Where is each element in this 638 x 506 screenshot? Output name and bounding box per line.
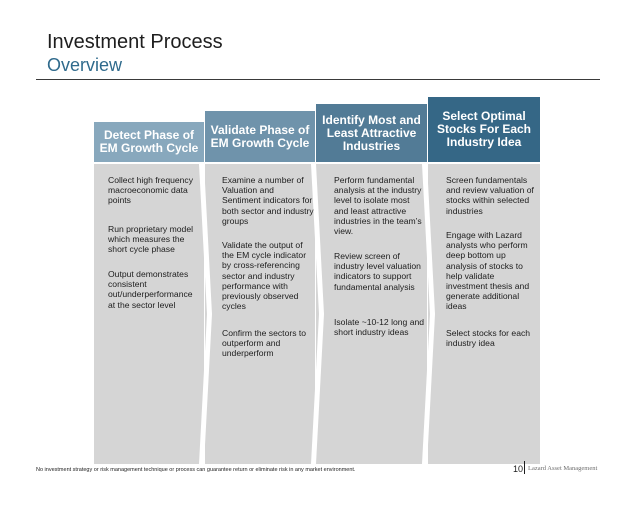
page-subtitle: Overview: [47, 55, 123, 75]
phase-header-identify: Identify Most and Least Attractive Industries: [316, 104, 427, 162]
phase-item: Collect high frequency macroeconomic data points: [108, 175, 194, 206]
phase-item: Screen fundamentals and review valuation of stocks within selected industries: [446, 175, 534, 216]
phase-item: Review screen of industry level valuation indicators to support fundamental analysis: [334, 251, 421, 292]
page-number-divider: [524, 461, 525, 474]
phase-item: Perform fundamental analysis at the industry level to isolate most and least attractive industries in the team’s view.: [334, 175, 422, 237]
phase-column-detect: [94, 164, 204, 464]
title-divider: [36, 79, 600, 80]
phase-item: Isolate ~10-12 long and short industry ideas: [334, 317, 425, 338]
phase-item: Validate the output of the EM cycle indicator by cross-referencing sector and industry performance with previously observed cycles: [222, 240, 307, 312]
phase-column-identify: [316, 164, 427, 464]
phase-item: Engage with Lazard analysts who perform deep bottom up analysis of stocks to help validate investment thesis and generate additional ideas: [446, 230, 530, 312]
phase-column-select: [428, 164, 540, 464]
footer-disclaimer: No investment strategy or risk management technique or process can guarantee return or eliminate risk in any market environment.: [36, 467, 356, 473]
phase-header-select: Select Optimal Stocks For Each Industry Idea: [428, 97, 540, 162]
page-number: 10: [513, 464, 524, 474]
phase-item: Output demonstrates consistent out/underperformance at the sector level: [108, 269, 193, 310]
phase-header-detect: Detect Phase of EM Growth Cycle: [94, 122, 204, 162]
phase-item: Select stocks for each industry idea: [446, 328, 531, 349]
phase-item: Confirm the sectors to outperform and underperform: [222, 328, 307, 359]
phase-item: Examine a number of Valuation and Sentiment indicators for both sector and industry groups: [222, 175, 314, 226]
phase-header-validate: Validate Phase of EM Growth Cycle: [205, 111, 315, 162]
phase-column-validate: [205, 164, 315, 464]
page-title: Investment Process: [47, 31, 223, 53]
phase-item: Run proprietary model which measures the short cycle phase: [108, 224, 194, 255]
brand-name: Lazard Asset Management: [528, 465, 598, 472]
